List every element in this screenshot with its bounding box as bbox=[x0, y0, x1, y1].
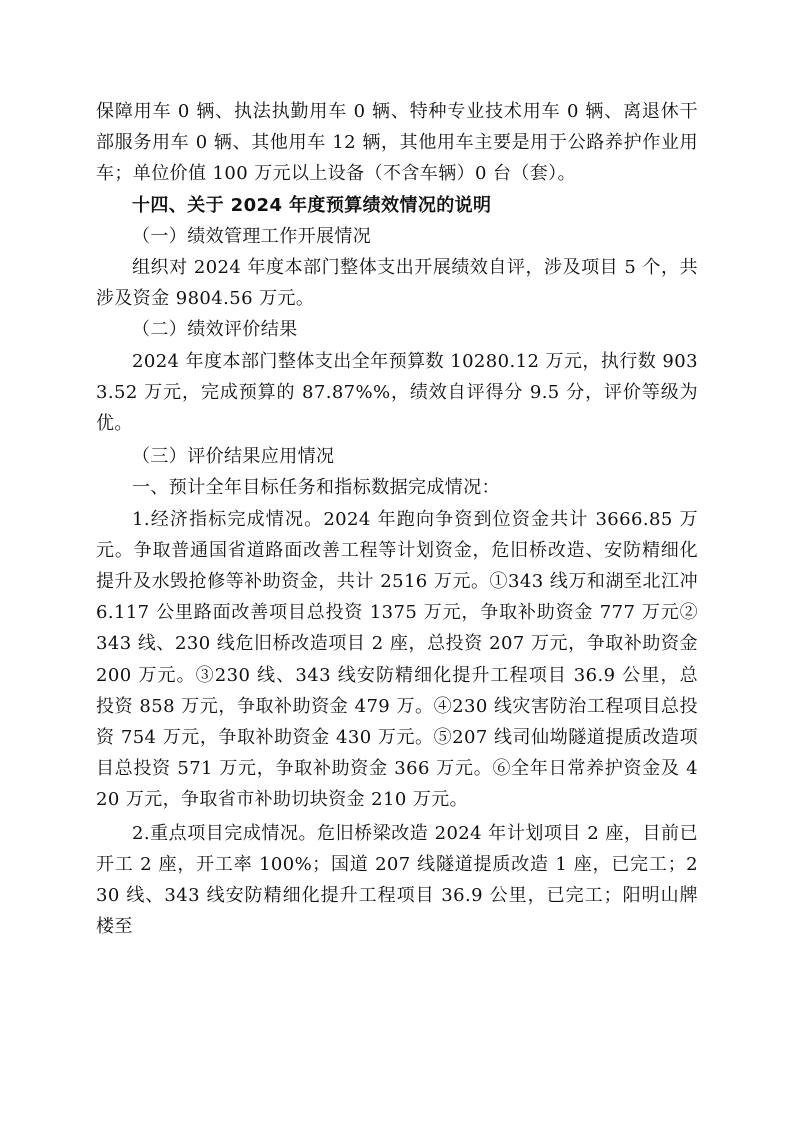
subheading-evaluation-results: （二）绩效评价结果 bbox=[132, 319, 298, 341]
paragraph-self-evaluation: 组织对 2024 年度本部门整体支出开展绩效自评，涉及项目 5 个，共涉及资金 9804.56 万元。 bbox=[96, 257, 698, 310]
document-body bbox=[96, 96, 698, 942]
paragraph-targets-intro: 一、预计全年目标任务和指标数据完成情况： bbox=[132, 477, 500, 499]
subheading-results-application: （三）评价结果应用情况 bbox=[132, 446, 335, 468]
subheading-performance-management: （一）绩效管理工作开展情况 bbox=[132, 225, 372, 247]
paragraph-economic-indicators: 1.经济指标完成情况。2024 年跑向争资到位资金共计 3666.85 万元。争取普通国省道路面改善工程等计划资金，危旧桥改造、安防精细化提升及水毁抢修等补助资金，共计 2516 万元。①343 线万和湖至北江冲 6.117 公里路面改善项目总投资 1375 万元，争取补助资金 777 万元②343 线、230 线危旧桥改造项目 2 座，总投资 207 万元，争取补助资金 200 万元。③230 线、343 线安防精细化提升工程项目 36.9 公里，总投资 858 万元，争取补助资金 479 万。④230 线灾害防治工程项目总投资 754 万元，争取补助资金 430 万元。⑤207 线司仙坳隧道提质改造项目总投资 571 万元，争取补助资金 366 万元。⑥全年日常养护资金及 420 万元，争取省市补助切块资金 210 万元。 bbox=[96, 508, 698, 811]
section-heading-14: 十四、关于 2024 年度预算绩效情况的说明 bbox=[132, 194, 492, 216]
paragraph-budget-execution: 2024 年度本部门整体支出全年预算数 10280.12 万元，执行数 9033.52 万元，完成预算的 87.87%%，绩效自评得分 9.5 分，评价等级为优。 bbox=[96, 350, 698, 435]
paragraph-vehicles-continuation: 保障用车 0 辆、执法执勤用车 0 辆、特种专业技术用车 0 辆、离退休干部服务用车 0 辆、其他用车 12 辆，其他用车主要是用于公路养护作业用车；单位价值 100 万元以上设备（不含车辆）0 台（套）。 bbox=[96, 101, 698, 185]
paragraph-key-projects: 2.重点项目完成情况。危旧桥梁改造 2024 年计划项目 2 座，目前已开工 2 座，开工率 100%；国道 207 线隧道提质改造 1 座，已完工；230 线、343 线安防精细化提升工程项目 36.9 公里，已完工；阳明山牌楼至 bbox=[96, 822, 698, 938]
